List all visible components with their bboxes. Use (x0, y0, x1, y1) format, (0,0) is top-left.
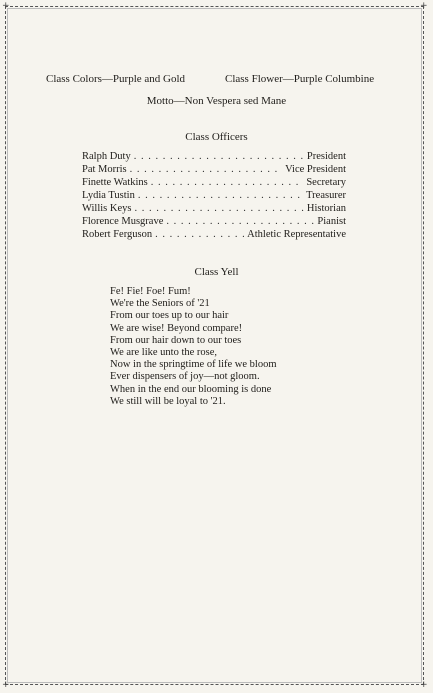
officer-name: Lydia Tustin (82, 190, 135, 201)
officer-name: Robert Ferguson (82, 229, 153, 240)
officer-office: Secretary (306, 177, 346, 188)
leader-dots (134, 150, 304, 163)
corner-ornament-bottom-left: + (2, 680, 10, 690)
leader-dots (134, 202, 303, 215)
yell-line: We're the Seniors of '21 (110, 298, 210, 310)
leader-dots (130, 163, 282, 176)
officer-name: Ralph Duty (82, 151, 131, 162)
officer-name: Finette Watkins (82, 177, 148, 188)
class-motto: Motto—Non Vespera sed Mane (146, 95, 287, 107)
officers-heading: Class Officers (185, 131, 248, 143)
officer-office: Vice President (285, 164, 346, 175)
officer-name: Willis Keys (82, 203, 132, 214)
corner-ornament-top-right: + (420, 1, 428, 11)
officer-row (82, 150, 346, 163)
yell-line: Fe! Fie! Foe! Fum! (110, 286, 191, 297)
corner-ornament-bottom-right: + (420, 680, 428, 690)
yell-line: From our hair down to our toes (110, 334, 242, 346)
corner-ornament-top-left: + (2, 1, 10, 11)
officer-row (82, 228, 346, 241)
yell-line: When in the end our blooming is done (110, 383, 272, 395)
yell-line: From our toes up to our hair (110, 310, 229, 322)
officer-office: Historian (306, 203, 346, 214)
class-yell (110, 286, 370, 408)
officer-name: Pat Morris (82, 164, 127, 175)
officer-row (82, 176, 346, 189)
officer-row (82, 202, 346, 215)
leader-dots (151, 176, 304, 189)
yell-line: We still will be loyal to '21. (110, 395, 226, 407)
yell-line: Now in the springtime of life we bloom (110, 359, 277, 371)
leader-dots (155, 228, 244, 241)
officer-row (82, 215, 346, 228)
yell-line: We are wise! Beyond compare! (110, 322, 243, 334)
leader-dots (138, 189, 303, 202)
yell-line: Ever dispensers of joy—not gloom. (110, 371, 260, 383)
officer-office: Treasurer (306, 190, 346, 201)
yell-heading: Class Yell (194, 266, 239, 278)
class-colors: Class Colors—Purple and Gold (46, 73, 186, 85)
class-flower: Class Flower—Purple Columbine (225, 73, 375, 85)
officer-office: President (306, 151, 346, 162)
officers-list (82, 150, 346, 241)
officer-row (82, 163, 346, 176)
officer-row (82, 189, 346, 202)
leader-dots (166, 215, 314, 228)
officer-name: Florence Musgrave (82, 216, 164, 227)
officer-office: Athletic Representative (247, 229, 346, 240)
officer-office: Pianist (317, 216, 346, 227)
yell-line: We are like unto the rose, (110, 346, 218, 358)
